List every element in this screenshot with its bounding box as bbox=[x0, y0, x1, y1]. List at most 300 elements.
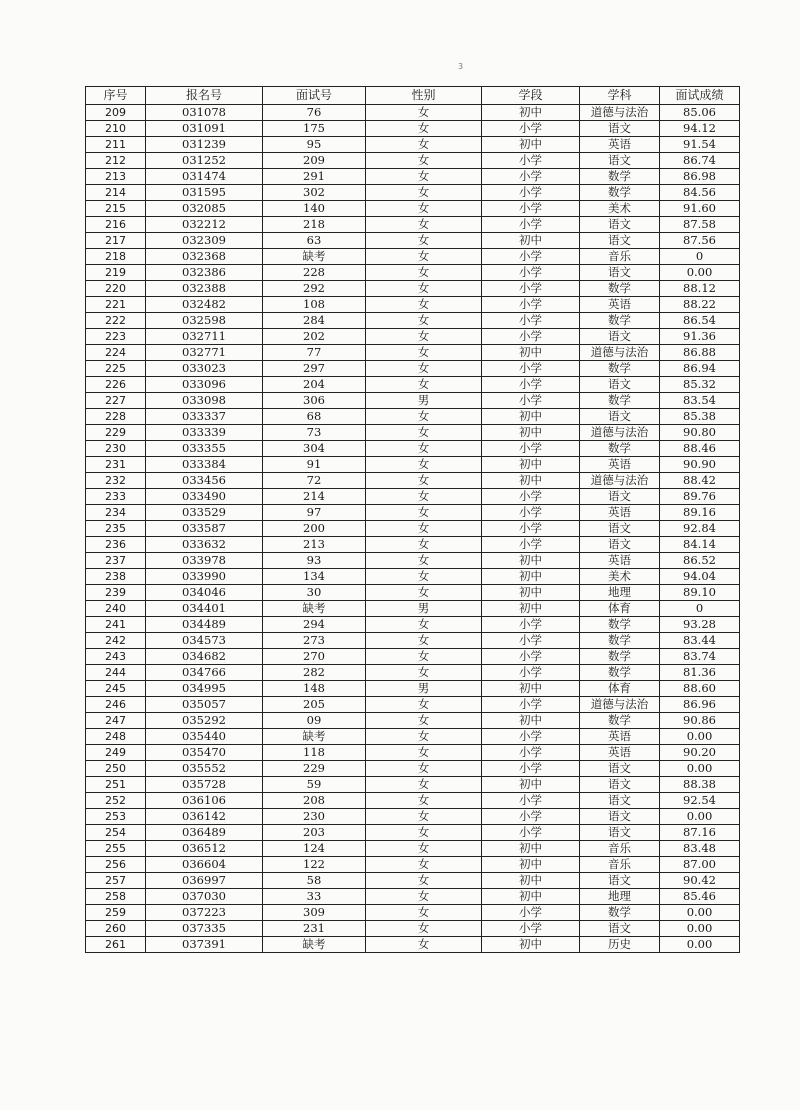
cell-score: 90.90 bbox=[660, 457, 740, 473]
cell-gender: 女 bbox=[366, 905, 482, 921]
cell-level: 初中 bbox=[482, 713, 580, 729]
cell-gender: 女 bbox=[366, 345, 482, 361]
table-row bbox=[86, 633, 740, 649]
cell-level: 小学 bbox=[482, 537, 580, 553]
cell-gender: 女 bbox=[366, 105, 482, 121]
cell-score: 88.38 bbox=[660, 777, 740, 793]
cell-score: 91.36 bbox=[660, 329, 740, 345]
cell-interview-no: 294 bbox=[263, 617, 366, 633]
cell-level: 小学 bbox=[482, 489, 580, 505]
cell-interview-no: 304 bbox=[263, 441, 366, 457]
cell-subject: 道德与法治 bbox=[580, 345, 660, 361]
cell-score: 88.12 bbox=[660, 281, 740, 297]
cell-interview-no: 297 bbox=[263, 361, 366, 377]
cell-seq: 243 bbox=[86, 649, 146, 665]
cell-subject: 历史 bbox=[580, 937, 660, 953]
cell-level: 小学 bbox=[482, 313, 580, 329]
cell-gender: 女 bbox=[366, 457, 482, 473]
cell-seq: 212 bbox=[86, 153, 146, 169]
cell-subject: 音乐 bbox=[580, 857, 660, 873]
cell-interview-no: 282 bbox=[263, 665, 366, 681]
cell-score: 89.76 bbox=[660, 489, 740, 505]
cell-seq: 256 bbox=[86, 857, 146, 873]
cell-reg-no: 037030 bbox=[146, 889, 263, 905]
cell-gender: 女 bbox=[366, 889, 482, 905]
cell-subject: 地理 bbox=[580, 889, 660, 905]
cell-interview-no: 213 bbox=[263, 537, 366, 553]
table-row bbox=[86, 681, 740, 697]
cell-subject: 语文 bbox=[580, 233, 660, 249]
cell-reg-no: 035440 bbox=[146, 729, 263, 745]
cell-level: 小学 bbox=[482, 217, 580, 233]
cell-seq: 245 bbox=[86, 681, 146, 697]
cell-level: 小学 bbox=[482, 153, 580, 169]
cell-seq: 253 bbox=[86, 809, 146, 825]
cell-reg-no: 037335 bbox=[146, 921, 263, 937]
cell-seq: 228 bbox=[86, 409, 146, 425]
cell-gender: 女 bbox=[366, 233, 482, 249]
cell-seq: 211 bbox=[86, 137, 146, 153]
cell-seq: 225 bbox=[86, 361, 146, 377]
cell-reg-no: 034046 bbox=[146, 585, 263, 601]
cell-seq: 223 bbox=[86, 329, 146, 345]
cell-interview-no: 58 bbox=[263, 873, 366, 889]
cell-score: 87.16 bbox=[660, 825, 740, 841]
cell-subject: 数学 bbox=[580, 649, 660, 665]
cell-reg-no: 032309 bbox=[146, 233, 263, 249]
cell-reg-no: 036489 bbox=[146, 825, 263, 841]
cell-reg-no: 036106 bbox=[146, 793, 263, 809]
cell-subject: 数学 bbox=[580, 393, 660, 409]
table-row bbox=[86, 329, 740, 345]
table-row bbox=[86, 505, 740, 521]
cell-level: 小学 bbox=[482, 377, 580, 393]
cell-gender: 女 bbox=[366, 937, 482, 953]
cell-level: 初中 bbox=[482, 585, 580, 601]
cell-subject: 语文 bbox=[580, 873, 660, 889]
table-row bbox=[86, 489, 740, 505]
cell-subject: 语文 bbox=[580, 809, 660, 825]
cell-gender: 女 bbox=[366, 793, 482, 809]
cell-gender: 女 bbox=[366, 745, 482, 761]
cell-interview-no: 148 bbox=[263, 681, 366, 697]
cell-gender: 女 bbox=[366, 569, 482, 585]
cell-seq: 261 bbox=[86, 937, 146, 953]
cell-gender: 女 bbox=[366, 169, 482, 185]
table-row bbox=[86, 921, 740, 937]
cell-subject: 语文 bbox=[580, 489, 660, 505]
cell-interview-no: 209 bbox=[263, 153, 366, 169]
cell-interview-no: 175 bbox=[263, 121, 366, 137]
cell-interview-no: 91 bbox=[263, 457, 366, 473]
cell-seq: 229 bbox=[86, 425, 146, 441]
cell-score: 91.54 bbox=[660, 137, 740, 153]
cell-interview-no: 97 bbox=[263, 505, 366, 521]
cell-seq: 232 bbox=[86, 473, 146, 489]
cell-gender: 女 bbox=[366, 809, 482, 825]
cell-level: 小学 bbox=[482, 761, 580, 777]
cell-level: 初中 bbox=[482, 937, 580, 953]
cell-subject: 语文 bbox=[580, 409, 660, 425]
cell-seq: 238 bbox=[86, 569, 146, 585]
cell-gender: 男 bbox=[366, 393, 482, 409]
cell-gender: 女 bbox=[366, 649, 482, 665]
cell-score: 85.32 bbox=[660, 377, 740, 393]
cell-score: 90.86 bbox=[660, 713, 740, 729]
cell-gender: 男 bbox=[366, 681, 482, 697]
cell-level: 小学 bbox=[482, 361, 580, 377]
cell-score: 83.44 bbox=[660, 633, 740, 649]
cell-gender: 男 bbox=[366, 601, 482, 617]
cell-gender: 女 bbox=[366, 921, 482, 937]
cell-reg-no: 034401 bbox=[146, 601, 263, 617]
cell-score: 89.16 bbox=[660, 505, 740, 521]
cell-gender: 女 bbox=[366, 537, 482, 553]
cell-interview-no: 208 bbox=[263, 793, 366, 809]
table-row bbox=[86, 841, 740, 857]
cell-gender: 女 bbox=[366, 841, 482, 857]
cell-reg-no: 032482 bbox=[146, 297, 263, 313]
cell-reg-no: 034995 bbox=[146, 681, 263, 697]
cell-score: 0.00 bbox=[660, 937, 740, 953]
cell-gender: 女 bbox=[366, 761, 482, 777]
cell-gender: 女 bbox=[366, 489, 482, 505]
cell-reg-no: 033096 bbox=[146, 377, 263, 393]
cell-level: 小学 bbox=[482, 649, 580, 665]
cell-interview-no: 124 bbox=[263, 841, 366, 857]
table-row bbox=[86, 377, 740, 393]
cell-subject: 英语 bbox=[580, 137, 660, 153]
cell-subject: 体育 bbox=[580, 681, 660, 697]
cell-level: 小学 bbox=[482, 665, 580, 681]
cell-interview-no: 302 bbox=[263, 185, 366, 201]
table-row bbox=[86, 601, 740, 617]
cell-score: 84.14 bbox=[660, 537, 740, 553]
cell-level: 初中 bbox=[482, 569, 580, 585]
cell-interview-no: 33 bbox=[263, 889, 366, 905]
cell-reg-no: 031474 bbox=[146, 169, 263, 185]
table-row bbox=[86, 793, 740, 809]
cell-subject: 数学 bbox=[580, 361, 660, 377]
cell-interview-no: 93 bbox=[263, 553, 366, 569]
cell-reg-no: 034766 bbox=[146, 665, 263, 681]
table-row bbox=[86, 777, 740, 793]
cell-score: 83.48 bbox=[660, 841, 740, 857]
cell-interview-no: 214 bbox=[263, 489, 366, 505]
cell-seq: 237 bbox=[86, 553, 146, 569]
cell-score: 94.12 bbox=[660, 121, 740, 137]
cell-interview-no: 77 bbox=[263, 345, 366, 361]
header-reg-no: 报名号 bbox=[146, 87, 263, 105]
cell-level: 小学 bbox=[482, 185, 580, 201]
cell-interview-no: 缺考 bbox=[263, 601, 366, 617]
cell-score: 0.00 bbox=[660, 809, 740, 825]
cell-interview-no: 122 bbox=[263, 857, 366, 873]
cell-subject: 语文 bbox=[580, 793, 660, 809]
cell-gender: 女 bbox=[366, 137, 482, 153]
cell-interview-no: 205 bbox=[263, 697, 366, 713]
cell-level: 初中 bbox=[482, 425, 580, 441]
cell-gender: 女 bbox=[366, 217, 482, 233]
cell-seq: 254 bbox=[86, 825, 146, 841]
cell-reg-no: 035552 bbox=[146, 761, 263, 777]
cell-subject: 语文 bbox=[580, 777, 660, 793]
cell-subject: 道德与法治 bbox=[580, 105, 660, 121]
cell-seq: 249 bbox=[86, 745, 146, 761]
cell-subject: 数学 bbox=[580, 905, 660, 921]
cell-subject: 数学 bbox=[580, 665, 660, 681]
cell-subject: 语文 bbox=[580, 521, 660, 537]
table-row bbox=[86, 153, 740, 169]
table-row bbox=[86, 169, 740, 185]
cell-reg-no: 032771 bbox=[146, 345, 263, 361]
cell-gender: 女 bbox=[366, 329, 482, 345]
table-row bbox=[86, 121, 740, 137]
cell-interview-no: 284 bbox=[263, 313, 366, 329]
cell-reg-no: 032085 bbox=[146, 201, 263, 217]
cell-seq: 230 bbox=[86, 441, 146, 457]
cell-interview-no: 140 bbox=[263, 201, 366, 217]
cell-seq: 250 bbox=[86, 761, 146, 777]
cell-gender: 女 bbox=[366, 777, 482, 793]
cell-score: 86.94 bbox=[660, 361, 740, 377]
cell-reg-no: 035728 bbox=[146, 777, 263, 793]
table-row bbox=[86, 265, 740, 281]
cell-reg-no: 035057 bbox=[146, 697, 263, 713]
table-row bbox=[86, 297, 740, 313]
cell-reg-no: 031091 bbox=[146, 121, 263, 137]
cell-gender: 女 bbox=[366, 409, 482, 425]
table-row bbox=[86, 585, 740, 601]
cell-level: 小学 bbox=[482, 297, 580, 313]
cell-reg-no: 033978 bbox=[146, 553, 263, 569]
cell-seq: 231 bbox=[86, 457, 146, 473]
cell-score: 0.00 bbox=[660, 921, 740, 937]
cell-seq: 255 bbox=[86, 841, 146, 857]
cell-gender: 女 bbox=[366, 697, 482, 713]
cell-seq: 247 bbox=[86, 713, 146, 729]
cell-seq: 244 bbox=[86, 665, 146, 681]
table-row bbox=[86, 873, 740, 889]
cell-gender: 女 bbox=[366, 553, 482, 569]
cell-seq: 221 bbox=[86, 297, 146, 313]
cell-level: 初中 bbox=[482, 601, 580, 617]
cell-gender: 女 bbox=[366, 857, 482, 873]
table-row bbox=[86, 425, 740, 441]
table-row bbox=[86, 537, 740, 553]
cell-score: 94.04 bbox=[660, 569, 740, 585]
cell-level: 初中 bbox=[482, 681, 580, 697]
cell-interview-no: 229 bbox=[263, 761, 366, 777]
cell-seq: 210 bbox=[86, 121, 146, 137]
cell-subject: 英语 bbox=[580, 297, 660, 313]
cell-seq: 213 bbox=[86, 169, 146, 185]
cell-interview-no: 202 bbox=[263, 329, 366, 345]
cell-reg-no: 032388 bbox=[146, 281, 263, 297]
cell-level: 小学 bbox=[482, 745, 580, 761]
cell-reg-no: 033098 bbox=[146, 393, 263, 409]
cell-subject: 数学 bbox=[580, 617, 660, 633]
cell-level: 小学 bbox=[482, 201, 580, 217]
cell-gender: 女 bbox=[366, 617, 482, 633]
cell-subject: 美术 bbox=[580, 201, 660, 217]
cell-score: 87.00 bbox=[660, 857, 740, 873]
cell-seq: 258 bbox=[86, 889, 146, 905]
cell-level: 小学 bbox=[482, 265, 580, 281]
cell-seq: 235 bbox=[86, 521, 146, 537]
cell-seq: 222 bbox=[86, 313, 146, 329]
cell-gender: 女 bbox=[366, 441, 482, 457]
cell-interview-no: 95 bbox=[263, 137, 366, 153]
cell-seq: 209 bbox=[86, 105, 146, 121]
cell-score: 0 bbox=[660, 249, 740, 265]
cell-score: 92.84 bbox=[660, 521, 740, 537]
cell-gender: 女 bbox=[366, 425, 482, 441]
cell-gender: 女 bbox=[366, 633, 482, 649]
cell-interview-no: 200 bbox=[263, 521, 366, 537]
cell-level: 小学 bbox=[482, 249, 580, 265]
cell-interview-no: 73 bbox=[263, 425, 366, 441]
cell-subject: 数学 bbox=[580, 713, 660, 729]
cell-reg-no: 031595 bbox=[146, 185, 263, 201]
cell-gender: 女 bbox=[366, 361, 482, 377]
cell-subject: 道德与法治 bbox=[580, 473, 660, 489]
table-row bbox=[86, 281, 740, 297]
cell-gender: 女 bbox=[366, 265, 482, 281]
cell-seq: 236 bbox=[86, 537, 146, 553]
cell-level: 初中 bbox=[482, 473, 580, 489]
cell-subject: 语文 bbox=[580, 217, 660, 233]
cell-reg-no: 032598 bbox=[146, 313, 263, 329]
cell-subject: 语文 bbox=[580, 153, 660, 169]
table-row bbox=[86, 665, 740, 681]
cell-score: 91.60 bbox=[660, 201, 740, 217]
table-row bbox=[86, 105, 740, 121]
cell-interview-no: 203 bbox=[263, 825, 366, 841]
table-row bbox=[86, 617, 740, 633]
table-row bbox=[86, 905, 740, 921]
cell-reg-no: 031239 bbox=[146, 137, 263, 153]
cell-score: 92.54 bbox=[660, 793, 740, 809]
cell-subject: 数学 bbox=[580, 281, 660, 297]
cell-score: 85.06 bbox=[660, 105, 740, 121]
header-interview-no: 面试号 bbox=[263, 87, 366, 105]
cell-reg-no: 033490 bbox=[146, 489, 263, 505]
cell-subject: 语文 bbox=[580, 825, 660, 841]
cell-seq: 246 bbox=[86, 697, 146, 713]
cell-seq: 257 bbox=[86, 873, 146, 889]
table-row bbox=[86, 345, 740, 361]
cell-interview-no: 63 bbox=[263, 233, 366, 249]
cell-reg-no: 032212 bbox=[146, 217, 263, 233]
cell-seq: 239 bbox=[86, 585, 146, 601]
cell-score: 0 bbox=[660, 601, 740, 617]
table-row bbox=[86, 521, 740, 537]
cell-level: 小学 bbox=[482, 169, 580, 185]
cell-interview-no: 309 bbox=[263, 905, 366, 921]
cell-score: 83.74 bbox=[660, 649, 740, 665]
header-level: 学段 bbox=[482, 87, 580, 105]
cell-subject: 语文 bbox=[580, 921, 660, 937]
cell-level: 小学 bbox=[482, 521, 580, 537]
cell-reg-no: 036142 bbox=[146, 809, 263, 825]
cell-interview-no: 缺考 bbox=[263, 729, 366, 745]
cell-reg-no: 032368 bbox=[146, 249, 263, 265]
cell-gender: 女 bbox=[366, 281, 482, 297]
cell-gender: 女 bbox=[366, 729, 482, 745]
cell-score: 0.00 bbox=[660, 905, 740, 921]
cell-subject: 数学 bbox=[580, 185, 660, 201]
cell-subject: 英语 bbox=[580, 729, 660, 745]
cell-interview-no: 306 bbox=[263, 393, 366, 409]
cell-gender: 女 bbox=[366, 585, 482, 601]
cell-gender: 女 bbox=[366, 505, 482, 521]
cell-reg-no: 033456 bbox=[146, 473, 263, 489]
interview-results-table bbox=[85, 86, 740, 953]
cell-interview-no: 68 bbox=[263, 409, 366, 425]
table-row bbox=[86, 569, 740, 585]
cell-level: 初中 bbox=[482, 233, 580, 249]
cell-level: 小学 bbox=[482, 697, 580, 713]
cell-interview-no: 218 bbox=[263, 217, 366, 233]
table-row bbox=[86, 393, 740, 409]
cell-level: 初中 bbox=[482, 457, 580, 473]
header-seq: 序号 bbox=[86, 87, 146, 105]
table-row bbox=[86, 937, 740, 953]
cell-subject: 音乐 bbox=[580, 249, 660, 265]
cell-seq: 215 bbox=[86, 201, 146, 217]
cell-score: 90.20 bbox=[660, 745, 740, 761]
cell-reg-no: 033339 bbox=[146, 425, 263, 441]
cell-score: 88.42 bbox=[660, 473, 740, 489]
cell-seq: 242 bbox=[86, 633, 146, 649]
cell-reg-no: 033529 bbox=[146, 505, 263, 521]
cell-level: 小学 bbox=[482, 441, 580, 457]
cell-gender: 女 bbox=[366, 713, 482, 729]
cell-interview-no: 09 bbox=[263, 713, 366, 729]
table-row bbox=[86, 473, 740, 489]
cell-level: 小学 bbox=[482, 281, 580, 297]
cell-score: 87.56 bbox=[660, 233, 740, 249]
table-row bbox=[86, 553, 740, 569]
cell-subject: 语文 bbox=[580, 265, 660, 281]
cell-interview-no: 134 bbox=[263, 569, 366, 585]
cell-interview-no: 76 bbox=[263, 105, 366, 121]
cell-interview-no: 204 bbox=[263, 377, 366, 393]
cell-reg-no: 036604 bbox=[146, 857, 263, 873]
cell-score: 86.52 bbox=[660, 553, 740, 569]
cell-score: 93.28 bbox=[660, 617, 740, 633]
cell-seq: 214 bbox=[86, 185, 146, 201]
cell-reg-no: 032711 bbox=[146, 329, 263, 345]
cell-score: 84.56 bbox=[660, 185, 740, 201]
cell-gender: 女 bbox=[366, 249, 482, 265]
table-row bbox=[86, 857, 740, 873]
cell-reg-no: 034573 bbox=[146, 633, 263, 649]
table-row bbox=[86, 249, 740, 265]
cell-gender: 女 bbox=[366, 313, 482, 329]
table-row bbox=[86, 201, 740, 217]
cell-reg-no: 034682 bbox=[146, 649, 263, 665]
cell-level: 小学 bbox=[482, 729, 580, 745]
cell-gender: 女 bbox=[366, 825, 482, 841]
cell-level: 初中 bbox=[482, 873, 580, 889]
cell-gender: 女 bbox=[366, 201, 482, 217]
cell-score: 0.00 bbox=[660, 729, 740, 745]
cell-gender: 女 bbox=[366, 185, 482, 201]
cell-seq: 224 bbox=[86, 345, 146, 361]
cell-subject: 语文 bbox=[580, 537, 660, 553]
